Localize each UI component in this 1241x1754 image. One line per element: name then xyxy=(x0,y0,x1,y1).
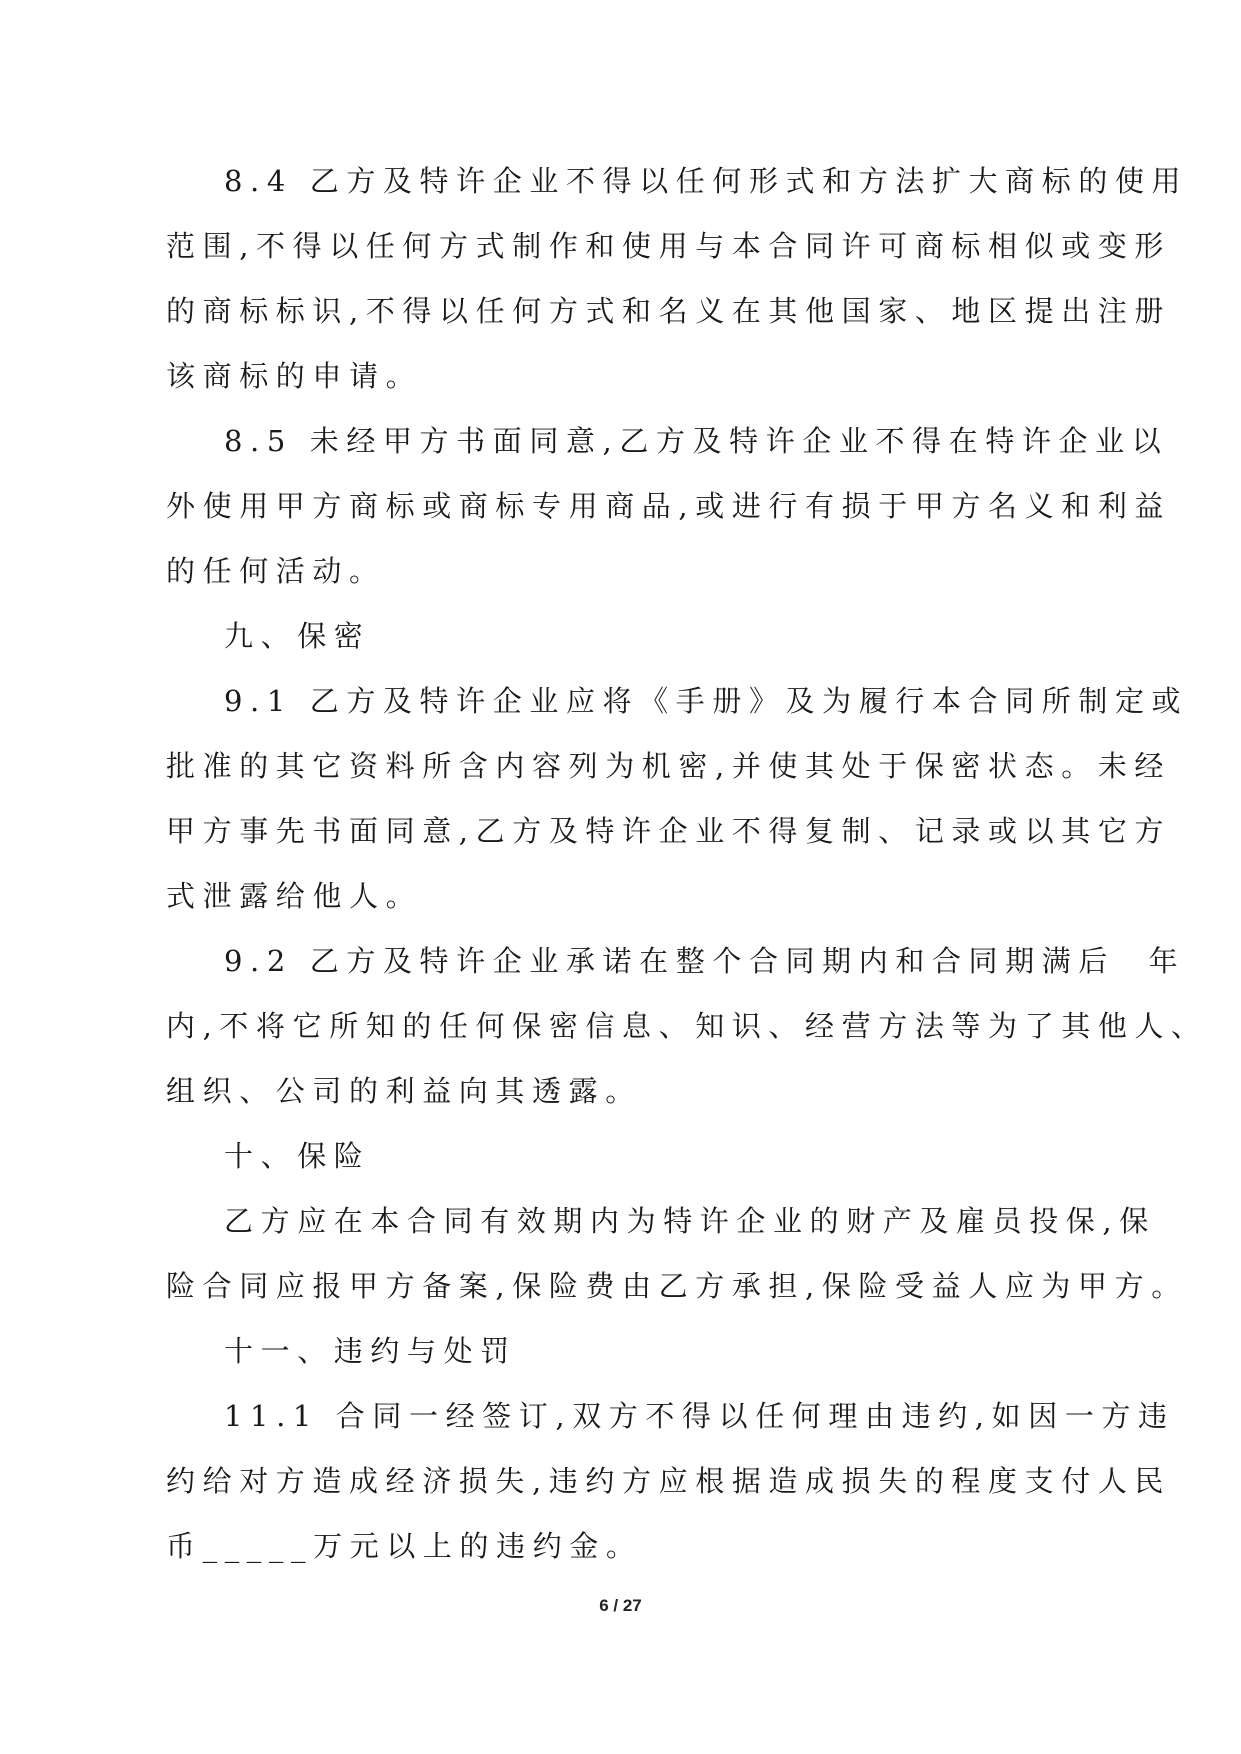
text-line: 的任何活动。 xyxy=(166,554,386,588)
text-line: 约给对方造成经济损失,违约方应根据造成损失的程度支付人民 xyxy=(166,1464,1172,1498)
text-line: 11.1 合同一经签订,双方不得以任何理由违约,如因一方违 xyxy=(224,1399,1175,1433)
text-line: 批准的其它资料所含内容列为机密,并使其处于保密状态。未经 xyxy=(166,749,1172,783)
text-line: 范围,不得以任何方式制作和使用与本合同许可商标相似或变形 xyxy=(166,229,1172,263)
text-line: 外使用甲方商标或商标专用商品,或进行有损于甲方名义和利益 xyxy=(166,489,1172,523)
text-line: 式泄露给他人。 xyxy=(166,879,423,913)
text-line: 乙方应在本合同有效期内为特许企业的财产及雇员投保,保 xyxy=(224,1204,1156,1238)
text-line: 9.1 乙方及特许企业应将《手册》及为履行本合同所制定或 xyxy=(224,684,1189,718)
text-line: 币_____万元以上的违约金。 xyxy=(166,1529,643,1563)
section-heading: 十、保险 xyxy=(224,1139,371,1173)
text-line: 内,不将它所知的任何保密信息、知识、经营方法等为了其他人、 xyxy=(166,1009,1208,1043)
page-number: 6 / 27 xyxy=(599,1596,642,1615)
text-line: 组织、公司的利益向其透露。 xyxy=(166,1074,642,1108)
text-line: 9.2 乙方及特许企业承诺在整个合同期内和合同期满后 年 xyxy=(224,944,1186,978)
text-line: 的商标标识,不得以任何方式和名义在其他国家、地区提出注册 xyxy=(166,294,1172,328)
text-line: 8.4 乙方及特许企业不得以任何形式和方法扩大商标的使用 xyxy=(224,164,1189,198)
section-heading: 十一、违约与处罚 xyxy=(224,1334,517,1368)
text-line: 8.5 未经甲方书面同意,乙方及特许企业不得在特许企业以 xyxy=(224,424,1169,458)
text-line: 险合同应报甲方备案,保险费由乙方承担,保险受益人应为甲方。 xyxy=(166,1269,1188,1303)
text-line: 甲方事先书面同意,乙方及特许企业不得复制、记录或以其它方 xyxy=(166,814,1172,848)
text-line: 该商标的申请。 xyxy=(166,359,423,393)
section-heading: 九、保密 xyxy=(224,619,371,653)
